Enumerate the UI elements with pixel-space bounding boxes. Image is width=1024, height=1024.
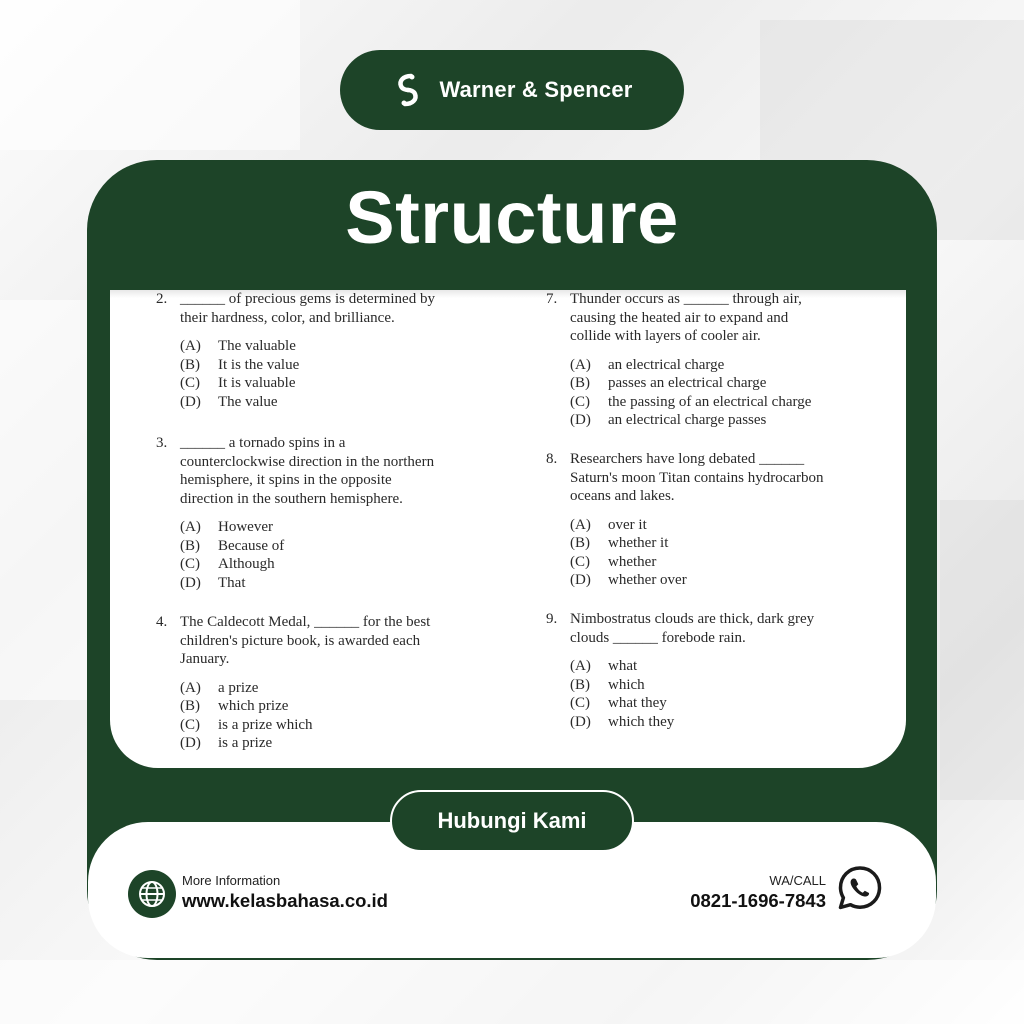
question-number: 4. <box>156 614 168 630</box>
s-swirl-logo-icon <box>391 73 425 107</box>
answer-option: (B) whether it <box>570 535 669 551</box>
question-number: 7. <box>546 291 558 307</box>
question-stem: Nimbostratus clouds are thick, dark grey clouds ______ forebode rain. <box>570 611 815 646</box>
answer-option: (B) Because of <box>180 537 285 554</box>
background-shape <box>940 500 1024 800</box>
answer-options <box>180 679 506 753</box>
answer-options <box>180 337 496 411</box>
answer-options <box>570 356 896 430</box>
answer-option: (C) what they <box>570 695 667 711</box>
answer-option: (C) is a prize which <box>180 716 313 733</box>
answer-option: (D) whether over <box>570 572 687 588</box>
answer-option: (D) which they <box>570 713 675 730</box>
question-stem: Researchers have long debated ______ Saturn's moon Titan contains hydrocarbon oceans and lakes. <box>570 451 824 504</box>
background-shape <box>0 960 1024 1024</box>
question-number: 9. <box>546 611 558 627</box>
answer-options <box>180 518 506 592</box>
answer-option: (C) Although <box>180 556 275 572</box>
background-shape <box>0 300 90 700</box>
answer-option: (A) over it <box>570 516 647 533</box>
answer-option: (B) which prize <box>180 698 289 714</box>
answer-option: (A) what <box>570 658 638 674</box>
globe-icon <box>128 870 176 918</box>
website-link[interactable]: www.kelasbahasa.co.id <box>182 890 388 911</box>
question-item <box>156 290 496 411</box>
answer-option: (D) The value <box>180 393 278 410</box>
answer-option: (C) whether <box>570 553 657 570</box>
answer-option: (A) However <box>180 519 273 535</box>
more-information-label: More Information <box>182 873 281 888</box>
question-stem: Thunder occurs as ______ through air, causing the heated air to expand and collide with layers of cooler air. <box>570 291 802 344</box>
question-item <box>156 613 506 753</box>
background-shape <box>0 0 300 150</box>
answer-option: (A) an electrical charge <box>570 356 725 373</box>
whatsapp-icon[interactable] <box>836 864 884 912</box>
answer-option: (D) That <box>180 574 246 591</box>
question-number: 8. <box>546 451 558 467</box>
scanned-worksheet <box>110 290 906 768</box>
question-item <box>546 450 896 590</box>
answer-option: (D) is a prize <box>180 735 273 751</box>
question-item <box>156 434 506 592</box>
brand-name: Warner & Spencer <box>439 77 633 102</box>
wa-call-label: WA/CALL <box>769 873 826 888</box>
phone-number[interactable]: 0821-1696-7843 <box>690 890 826 911</box>
answer-option: (C) It is valuable <box>180 375 296 391</box>
question-stem: ______ of precious gems is determined by their hardness, color, and brilliance. <box>180 291 435 326</box>
answer-option: (D) an electrical charge passes <box>570 412 767 428</box>
answer-options <box>570 657 896 731</box>
answer-options <box>570 516 896 590</box>
answer-option: (B) passes an electrical charge <box>570 375 767 391</box>
brand-badge <box>340 50 684 130</box>
answer-option: (C) the passing of an electrical charge <box>570 393 812 410</box>
contact-us-button[interactable]: Hubungi Kami <box>390 790 634 852</box>
question-number: 3. <box>156 435 168 451</box>
question-item <box>546 610 896 731</box>
question-stem: The Caldecott Medal, ______ for the best children's picture book, is awarded each January. <box>180 614 431 667</box>
page-title: Structure <box>345 176 679 259</box>
answer-option: (B) which <box>570 676 645 693</box>
answer-option: (A) The valuable <box>180 338 296 354</box>
question-number: 2. <box>156 291 168 307</box>
question-item <box>546 290 896 430</box>
question-stem: ______ a tornado spins in a counterclockwise direction in the northern hemisphere, it spins in the opposite direction in the southern hemisphere. <box>180 435 435 507</box>
answer-option: (A) a prize <box>180 679 259 696</box>
answer-option: (B) It is the value <box>180 356 300 373</box>
